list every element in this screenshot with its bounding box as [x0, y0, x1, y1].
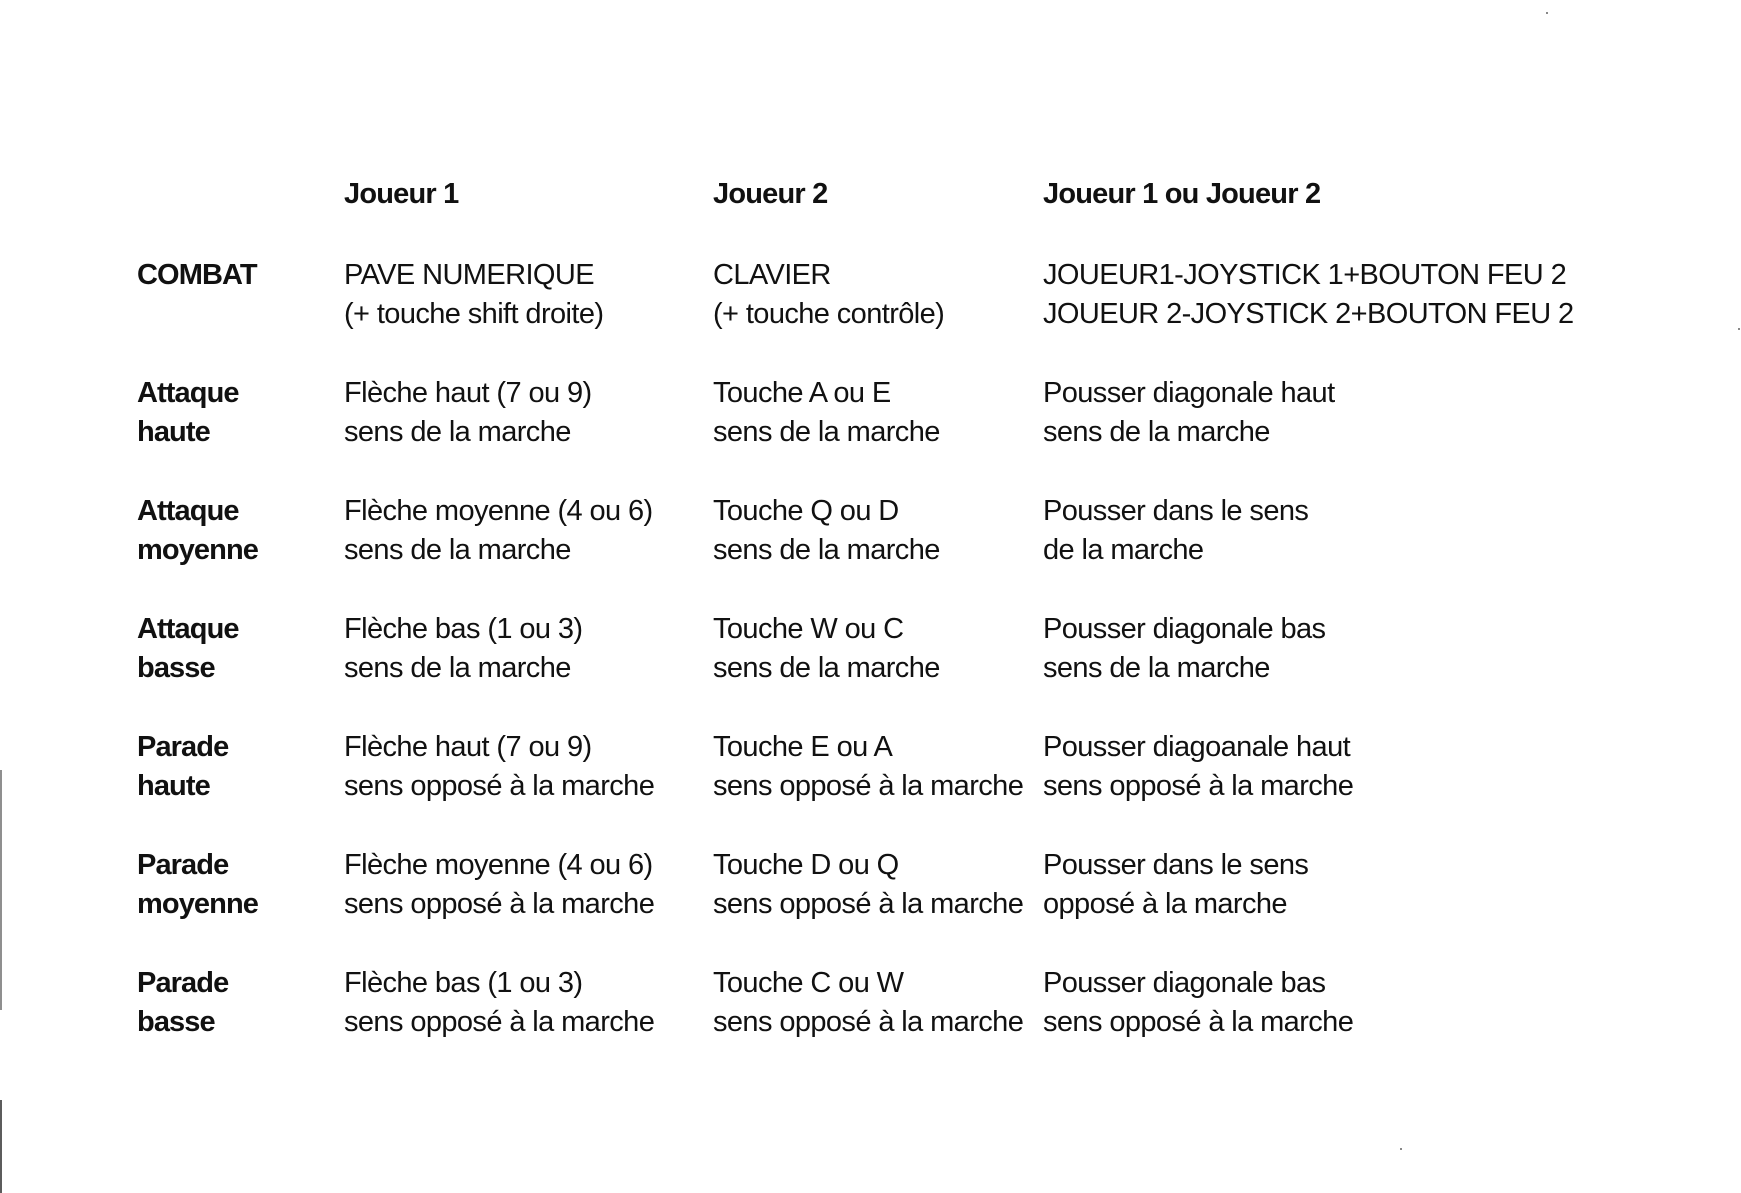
- joueur-2-control: [713, 374, 940, 452]
- row-label: [137, 492, 258, 570]
- header-joueur-1: Joueur 1: [344, 178, 459, 210]
- joueur-2-line-1: Touche C ou W: [713, 967, 904, 999]
- joueur-1-line-1: Flèche moyenne (4 ou 6): [344, 849, 653, 881]
- row-label-line-2: basse: [137, 1006, 215, 1038]
- header-joueur-1-ou-2: Joueur 1 ou Joueur 2: [1043, 178, 1321, 210]
- joueur-2-line-2: sens opposé à la marche: [713, 888, 1024, 920]
- joystick-line-2: sens de la marche: [1043, 416, 1270, 448]
- margin-line-lower: [0, 1100, 2, 1193]
- joueur-2-control: [713, 728, 1023, 806]
- joystick-line-2: sens opposé à la marche: [1043, 1006, 1354, 1038]
- row-label: [137, 256, 257, 295]
- row-label: [137, 610, 239, 688]
- joystick-control: [1043, 256, 1574, 334]
- joueur-1-control: [344, 256, 603, 334]
- joueur-2-control: [713, 846, 1023, 924]
- joystick-control: [1043, 492, 1308, 570]
- row-label-line-1: Parade: [137, 731, 229, 763]
- row-label-line-1: Attaque: [137, 613, 239, 645]
- joueur-1-line-2: sens opposé à la marche: [344, 888, 655, 920]
- joystick-line-1: Pousser diagonale bas: [1043, 613, 1326, 645]
- row-label: [137, 728, 228, 806]
- row-label: [137, 846, 258, 924]
- row-attaque-haute: [0, 374, 1741, 454]
- joueur-2-line-1: CLAVIER: [713, 259, 831, 291]
- row-label-line-1: Attaque: [137, 377, 239, 409]
- joueur-1-line-2: sens opposé à la marche: [344, 770, 655, 802]
- row-label: [137, 374, 239, 452]
- joueur-2-line-2: (+ touche contrôle): [713, 298, 945, 330]
- joystick-line-1: Pousser diagonale bas: [1043, 967, 1326, 999]
- row-label-line-2: basse: [137, 652, 215, 684]
- joueur-2-line-1: Touche A ou E: [713, 377, 891, 409]
- joueur-2-line-2: sens de la marche: [713, 652, 940, 684]
- joueur-1-line-2: sens de la marche: [344, 416, 571, 448]
- joueur-2-control: [713, 610, 940, 688]
- row-label-line-1: COMBAT: [137, 259, 257, 291]
- joueur-2-line-1: Touche Q ou D: [713, 495, 899, 527]
- joueur-1-line-2: sens de la marche: [344, 652, 571, 684]
- joystick-control: [1043, 964, 1353, 1042]
- joueur-2-line-2: sens opposé à la marche: [713, 1006, 1024, 1038]
- joystick-line-2: sens opposé à la marche: [1043, 770, 1354, 802]
- joueur-2-control: [713, 492, 940, 570]
- joystick-line-1: JOUEUR1-JOYSTICK 1+BOUTON FEU 2: [1043, 259, 1567, 291]
- joueur-2-line-1: Touche W ou C: [713, 613, 904, 645]
- joueur-1-line-1: Flèche bas (1 ou 3): [344, 967, 583, 999]
- row-label-line-1: Parade: [137, 967, 229, 999]
- row-label-line-2: haute: [137, 770, 210, 802]
- joystick-line-2: opposé à la marche: [1043, 888, 1287, 920]
- joueur-1-control: [344, 728, 654, 806]
- row-label-line-2: moyenne: [137, 888, 259, 920]
- joueur-1-control: [344, 374, 592, 452]
- row-combat: [0, 256, 1741, 336]
- joystick-line-2: JOUEUR 2-JOYSTICK 2+BOUTON FEU 2: [1043, 298, 1574, 330]
- joystick-control: [1043, 846, 1308, 924]
- joueur-1-line-1: Flèche bas (1 ou 3): [344, 613, 583, 645]
- joystick-line-1: Pousser diagonale haut: [1043, 377, 1335, 409]
- joystick-control: [1043, 610, 1325, 688]
- joueur-1-line-2: sens de la marche: [344, 534, 571, 566]
- row-attaque-moyenne: [0, 492, 1741, 572]
- joystick-line-2: sens de la marche: [1043, 652, 1270, 684]
- joueur-1-line-2: sens opposé à la marche: [344, 1006, 655, 1038]
- joueur-1-control: [344, 964, 654, 1042]
- joystick-line-1: Pousser dans le sens: [1043, 495, 1309, 527]
- row-parade-haute: [0, 728, 1741, 808]
- joystick-line-1: Pousser dans le sens: [1043, 849, 1309, 881]
- joueur-2-line-1: Touche E ou A: [713, 731, 893, 763]
- joueur-1-line-2: (+ touche shift droite): [344, 298, 604, 330]
- row-parade-basse: [0, 964, 1741, 1044]
- joueur-1-line-1: PAVE NUMERIQUE: [344, 259, 594, 291]
- row-label-line-2: moyenne: [137, 534, 259, 566]
- column-headers: [0, 178, 1741, 218]
- joueur-1-control: [344, 492, 653, 570]
- scan-speck: [1546, 12, 1548, 14]
- row-attaque-basse: [0, 610, 1741, 690]
- joueur-2-control: [713, 256, 944, 334]
- joueur-1-control: [344, 610, 582, 688]
- joueur-2-line-2: sens de la marche: [713, 416, 940, 448]
- joystick-control: [1043, 374, 1335, 452]
- joueur-1-line-1: Flèche moyenne (4 ou 6): [344, 495, 653, 527]
- row-label-line-1: Parade: [137, 849, 229, 881]
- joueur-2-control: [713, 964, 1023, 1042]
- joystick-control: [1043, 728, 1353, 806]
- joystick-line-1: Pousser diagoanale haut: [1043, 731, 1351, 763]
- joueur-2-line-1: Touche D ou Q: [713, 849, 899, 881]
- header-joueur-2: Joueur 2: [713, 178, 828, 210]
- joueur-1-control: [344, 846, 654, 924]
- joueur-2-line-2: sens opposé à la marche: [713, 770, 1024, 802]
- row-parade-moyenne: [0, 846, 1741, 926]
- scan-speck: [1400, 1148, 1402, 1150]
- row-label: [137, 964, 228, 1042]
- row-label-line-2: haute: [137, 416, 210, 448]
- joystick-line-2: de la marche: [1043, 534, 1204, 566]
- joueur-1-line-1: Flèche haut (7 ou 9): [344, 731, 592, 763]
- joueur-2-line-2: sens de la marche: [713, 534, 940, 566]
- joueur-1-line-1: Flèche haut (7 ou 9): [344, 377, 592, 409]
- row-label-line-1: Attaque: [137, 495, 239, 527]
